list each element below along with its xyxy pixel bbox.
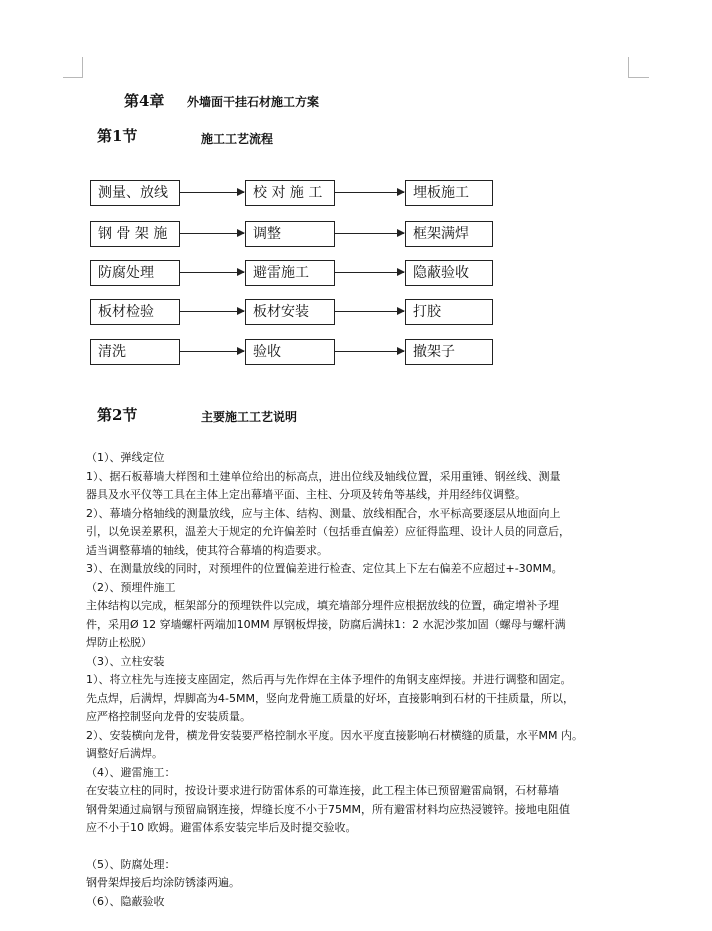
body-text: [86, 449, 632, 911]
flow-step: 校 对 施 工: [245, 180, 335, 206]
crop-mark-top-right: [628, 77, 649, 78]
text-line: 钢骨架焊接后均涂防锈漆两遍。: [86, 876, 240, 889]
text-line: 适当调整幕墙的轴线，使其符合幕墙的构造要求。: [86, 543, 328, 557]
flow-arrow: [335, 311, 404, 312]
text-line: 主体结构以完成，框架部分的预埋铁件以完成，填充墙部分埋件应根据放线的位置，确定增补予埋: [86, 599, 559, 612]
text-line: 应严格控制竖向龙骨的安装质量。: [86, 710, 251, 723]
crop-mark-top-left: [63, 77, 83, 78]
flow-step: 框架满焊: [405, 221, 493, 247]
flow-step: 测量、放线: [90, 180, 180, 206]
flow-arrow: [180, 272, 244, 273]
crop-mark-top-right: [628, 57, 629, 78]
chapter-title: 外墙面干挂石材施工方案: [187, 95, 320, 109]
flow-arrow: [180, 192, 244, 193]
crop-mark-top-left: [82, 57, 83, 78]
flow-step: 埋板施工: [405, 180, 493, 206]
text-line: 件，采用Ø 12 穿墙螺杆两端加10MM 厚钢板焊接，防腐后满抹1：2 水泥沙浆加固（螺母与螺杆满: [86, 617, 566, 631]
paragraph-gap: [86, 838, 632, 856]
flow-arrow: [180, 311, 244, 312]
chapter-number: 第4章: [124, 92, 165, 110]
text-line: 钢骨架通过扁钢与预留扁钢连接，焊缝长度不小于75MM，所有避雷材料均应热浸镀锌。接地电阻值: [86, 802, 570, 816]
section-2-number: 第2节: [97, 406, 138, 424]
text-line: （3）、立柱安装: [86, 654, 165, 668]
flow-step: 避雷施工: [245, 260, 335, 286]
text-line: （4）、避雷施工：: [86, 765, 176, 779]
text-line: 先点焊，后满焊，焊脚高为4-5MM，竖向龙骨施工质量的好坏，直接影响到石材的干挂质量，所以，: [86, 691, 574, 705]
flow-step: 板材安装: [245, 299, 335, 325]
flow-step: 板材检验: [90, 299, 180, 325]
text-line: 3）、在测量放线的同时，对预埋件的位置偏差进行检查、定位其上下左右偏差不应超过+-30MM。: [86, 562, 563, 575]
text-line: （2）、预埋件施工: [86, 580, 176, 594]
text-line: 1）、将立柱先与连接支座固定，然后再与先作焊在主体予埋件的角钢支座焊接。并进行调整和固定。: [86, 673, 572, 686]
text-line: 引，以免误差累积，温差大于规定的允许偏差时（包括垂直偏差）应征得监理、设计人员的同意后，: [86, 525, 570, 538]
flow-step: 钢 骨 架 施: [90, 221, 180, 247]
text-line: （6）、隐蔽验收: [86, 894, 165, 908]
text-line: 2）、幕墙分格轴线的测量放线，应与主体、结构、测量、放线相配合，水平标高要逐层从地面向上: [86, 506, 561, 520]
flow-step: 防腐处理: [90, 260, 180, 286]
text-line: 2）、安装横向龙骨，横龙骨安装要严格控制水平度。因水平度直接影响石材横缝的质量，水平MM 内。: [86, 728, 583, 742]
text-line: 应不小于10 欧姆。避雷体系安装完毕后及时提交验收。: [86, 821, 357, 834]
text-line: 焊防止松脱）: [86, 636, 152, 649]
flow-arrow: [335, 233, 404, 234]
flow-step: 撤架子: [405, 339, 493, 365]
flow-step: 打胶: [405, 299, 493, 325]
flow-arrow: [335, 272, 404, 273]
section-1-number: 第1节: [97, 127, 138, 145]
text-line: （5）、防腐处理：: [86, 857, 176, 871]
text-line: 器具及水平仪等工具在主体上定出幕墙平面、主柱、分项及转角等基线，并用经纬仪调整。: [86, 488, 526, 501]
flow-arrow: [180, 233, 244, 234]
text-line: （1）、弹线定位: [86, 451, 165, 464]
flow-step: 验收: [245, 339, 335, 365]
flow-arrow: [335, 192, 404, 193]
section-1-title: 施工工艺流程: [201, 132, 274, 146]
flow-step: 调整: [245, 221, 335, 247]
flow-step: 隐蔽验收: [405, 260, 493, 286]
flow-arrow: [180, 351, 244, 352]
text-line: 在安装立柱的同时，按设计要求进行防雷体系的可靠连接，此工程主体已预留避雷扁钢，石材幕墙: [86, 784, 559, 797]
section-2-title: 主要施工工艺说明: [201, 410, 298, 424]
text-line: 调整好后满焊。: [86, 747, 163, 760]
flow-arrow: [335, 351, 404, 352]
flow-step: 清洗: [90, 339, 180, 365]
text-line: 1）、据石板幕墙大样图和土建单位给出的标高点，进出位线及轴线位置，采用重锤、钢丝线、测量: [86, 469, 561, 483]
